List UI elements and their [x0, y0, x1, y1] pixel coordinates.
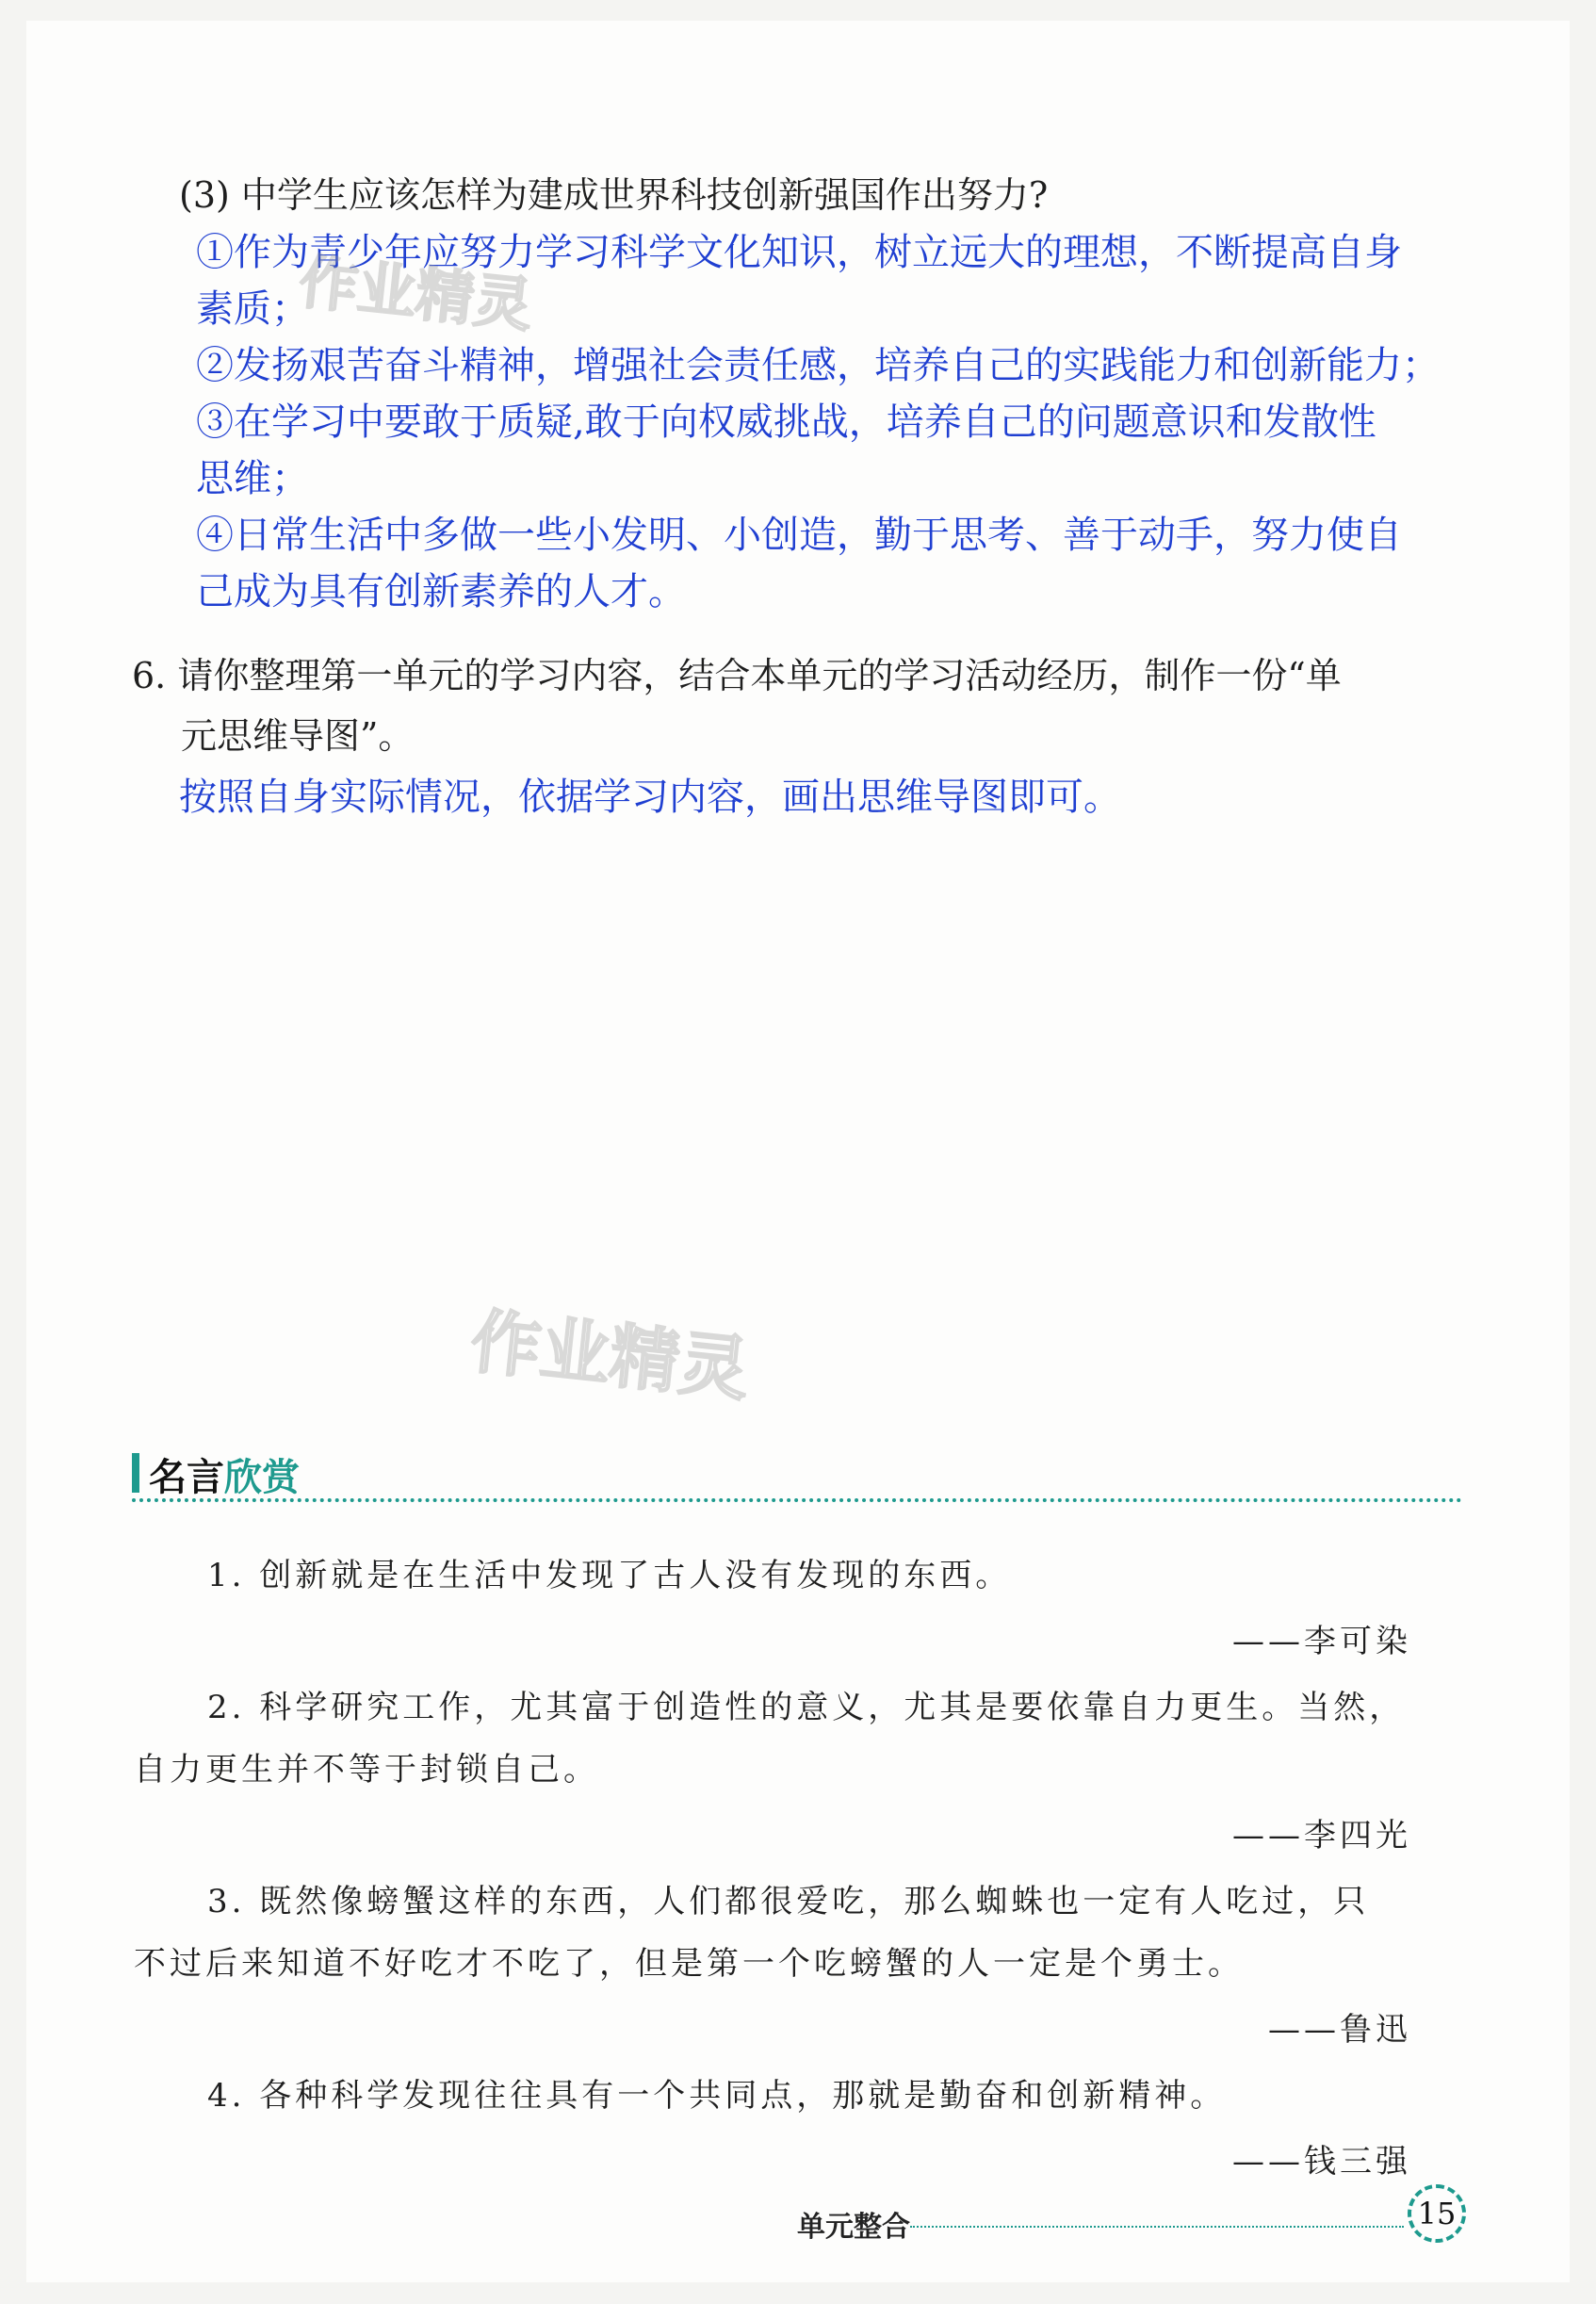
answer-line-1: ①作为青少年应努力学习科学文化知识，树立远大的理想，不断提高自身	[196, 231, 1402, 274]
footer-label: 单元整合	[797, 2211, 910, 2244]
footer-divider	[910, 2226, 1404, 2228]
quote-4-line-1: 4. 各种科学发现往往具有一个共同点，那就是勤奋和创新精神。	[207, 2077, 1227, 2115]
question-6-line-1: 6. 请你整理第一单元的学习内容，结合本单元的学习活动经历，制作一份“单	[132, 655, 1342, 696]
quote-1-author: ——李可染	[1232, 1623, 1411, 1660]
quote-2-author: ——李四光	[1232, 1817, 1411, 1855]
quote-2-line-1: 2. 科学研究工作，尤其富于创造性的意义，尤其是要依靠自力更生。当然，	[207, 1689, 1406, 1726]
section-title-part2: 欣赏	[224, 1456, 300, 1499]
quote-3-line-2: 不过后来知道不好吃才不吃了，但是第一个吃螃蟹的人一定是个勇士。	[134, 1945, 1244, 1983]
quote-3-author: ——鲁迅	[1268, 2011, 1411, 2049]
section-marker	[132, 1453, 139, 1493]
page-number: 15	[1408, 2184, 1466, 2243]
question-5-3: (3) 中学生应该怎样为建成世界科技创新强国作出努力?	[179, 174, 1049, 216]
section-title-part1: 名言	[149, 1456, 224, 1499]
answer-line-5: 思维；	[196, 457, 309, 500]
answer-line-2: 素质；	[196, 287, 309, 331]
question-6-line-2: 元思维导图”。	[181, 715, 415, 757]
answer-line-6: ④日常生活中多做一些小发明、小创造，勤于思考、善于动手，努力使自	[196, 514, 1402, 557]
section-divider	[132, 1498, 1462, 1502]
quote-4-author: ——钱三强	[1232, 2143, 1411, 2181]
quote-2-line-2: 自力更生并不等于封锁自己。	[134, 1751, 599, 1789]
answer-line-4: ③在学习中要敢于质疑,敢于向权威挑战，培养自己的问题意识和发散性	[196, 400, 1376, 444]
answer-line-3: ②发扬艰苦奋斗精神，增强社会责任感，培养自己的实践能力和创新能力；	[196, 344, 1440, 387]
quote-1-line-1: 1. 创新就是在生活中发现了古人没有发现的东西。	[207, 1557, 1012, 1594]
quote-3-line-1: 3. 既然像螃蟹这样的东西，人们都很爱吃，那么蜘蛛也一定有人吃过，只	[207, 1883, 1370, 1920]
section-title	[149, 1447, 300, 1501]
question-6-answer: 按照自身实际情况，依据学习内容，画出思维导图即可。	[179, 776, 1121, 819]
answer-line-7: 己成为具有创新素养的人才。	[196, 570, 686, 613]
